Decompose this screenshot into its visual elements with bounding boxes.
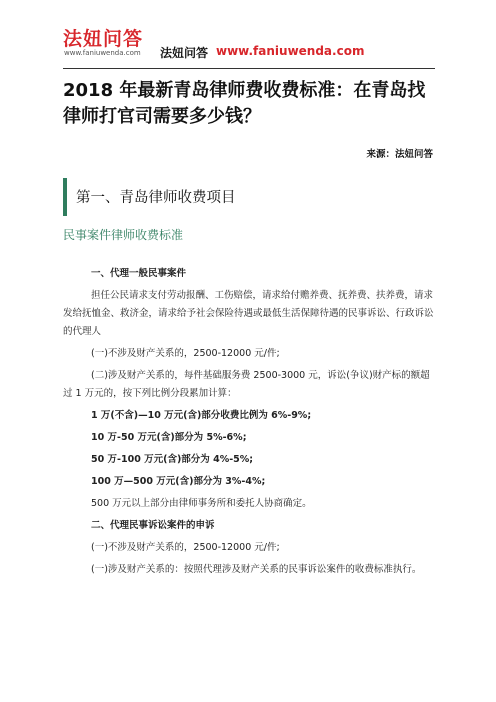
- paragraph-negotiated: 500 万元以上部分由律师事务所和委托人协商确定。: [91, 498, 312, 509]
- heading-general-civil: 一、代理一般民事案件: [91, 268, 187, 279]
- tier-1: 1 万(不含)—10 万元(含)部分收费比例为 6%-9%;: [91, 410, 312, 421]
- site-logo[interactable]: [63, 22, 153, 64]
- paragraph-scope: 担任公民请求支付劳动报酬、工伤赔偿，请求给付赡养费、抚养费、扶养费，请求发给抚恤金、救济金，请求给予社会保险待遇或最低生活保障待遇的民事诉讼、行政诉讼的代理人: [63, 290, 434, 337]
- logo-title: 法妞问答: [63, 28, 144, 50]
- section-title: 第一、青岛律师收费项目: [76, 190, 236, 206]
- tier-3: 50 万-100 万元(含)部分为 4%-5%;: [91, 454, 254, 465]
- heading-appeal: 二、代理民事诉讼案件的申诉: [91, 520, 215, 531]
- paragraph-non-property: (一)不涉及财产关系的，2500-12000 元/件;: [91, 348, 280, 359]
- paragraph-appeal-non-property: (一)不涉及财产关系的，2500-12000 元/件;: [91, 542, 280, 553]
- logo-url: www.faniuwenda.com: [64, 49, 141, 57]
- tier-4: 100 万—500 万元(含)部分为 3%-4%;: [91, 476, 266, 487]
- section-accent-bar: [63, 178, 67, 216]
- section-subtitle: 民事案件律师收费标准: [63, 228, 184, 242]
- paragraph-property: (二)涉及财产关系的，每件基础服务费 2500-3000 元，诉讼(争议)财产标的额超过 1 万元的，按下列比例分段累加计算：: [63, 370, 430, 399]
- site-url-link[interactable]: www.faniuwenda.com: [216, 44, 365, 58]
- header: [63, 22, 435, 68]
- source-label: 来源：法妞问答: [366, 149, 433, 160]
- paragraph-appeal-property: (一)涉及财产关系的：按照代理涉及财产关系的民事诉讼案件的收费标准执行。: [91, 564, 422, 575]
- tier-2: 10 万-50 万元(含)部分为 5%-6%;: [91, 432, 247, 443]
- header-divider: [63, 68, 435, 69]
- site-name: 法妞问答: [160, 46, 209, 60]
- page-title: 2018 年最新青岛律师费收费标准：在青岛找律师打官司需要多少钱？: [63, 80, 426, 127]
- article-body: [63, 265, 435, 579]
